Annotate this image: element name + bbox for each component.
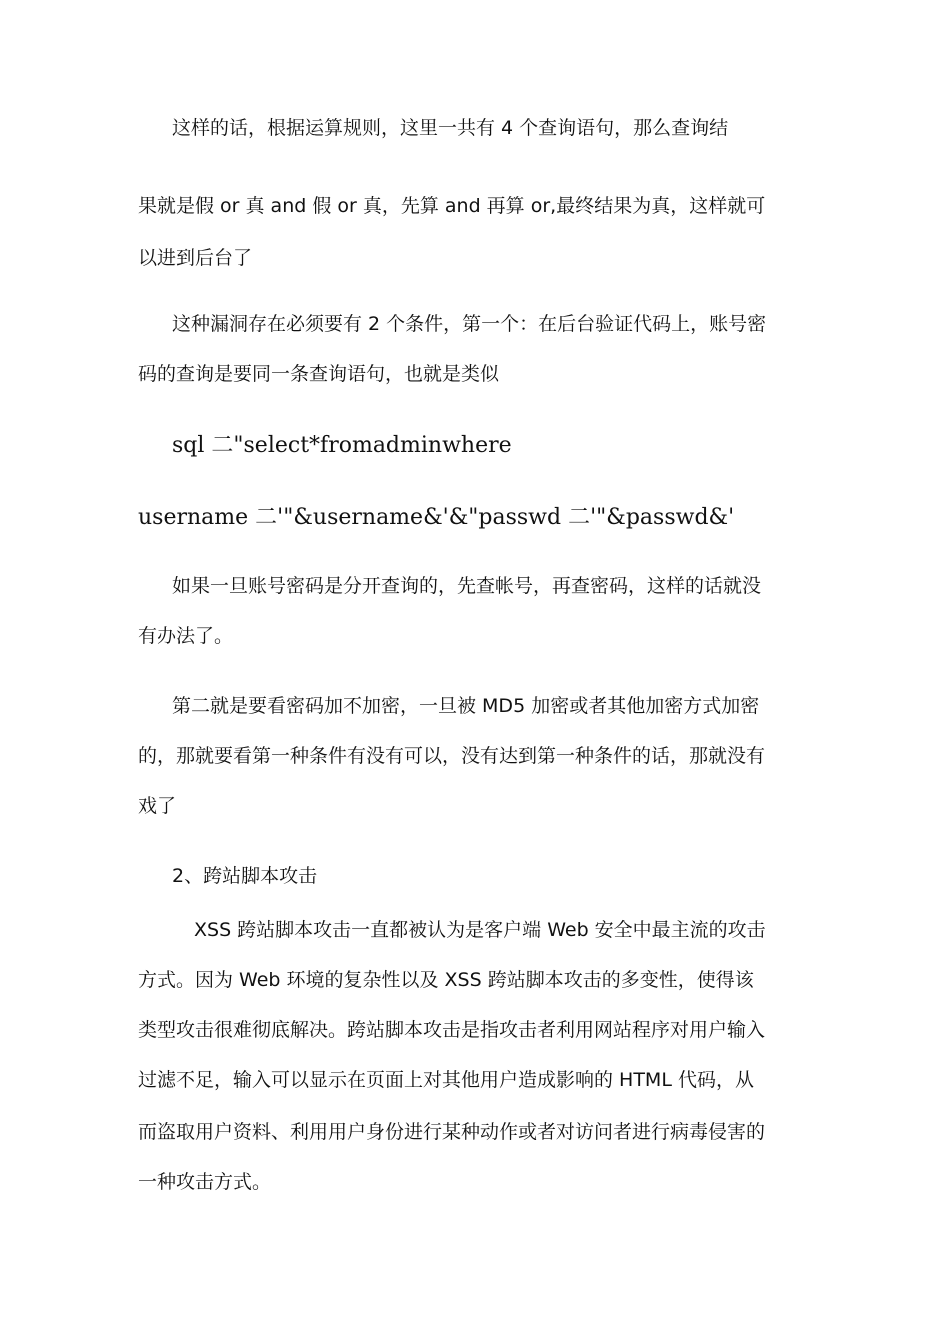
text-line: 这样的话，根据运算规则，这里一共有 4 个查询语句，那么查询结	[172, 117, 729, 139]
text-line: 这种漏洞存在必须要有 2 个条件，第一个：在后台验证代码上，账号密	[172, 313, 767, 335]
section-heading: 2、跨站脚本攻击	[172, 865, 318, 887]
text-line: 类型攻击很难彻底解决。跨站脚本攻击是指攻击者利用网站程序对用户输入	[138, 1019, 766, 1041]
text-line: 果就是假 or 真 and 假 or 真，先算 and 再算 or,最终结果为真，这样就可	[138, 195, 766, 217]
text-line: 第二就是要看密码加不加密，一旦被 MD5 加密或者其他加密方式加密	[172, 695, 760, 717]
text-line: 而盗取用户资料、利用用户身份进行某种动作或者对访问者进行病毒侵害的	[138, 1121, 766, 1143]
text-line: 码的查询是要同一条查询语句，也就是类似	[138, 363, 500, 385]
text-line: XSS 跨站脚本攻击一直都被认为是客户端 Web 安全中最主流的攻击	[194, 919, 766, 941]
text-line: 戏了	[138, 795, 177, 817]
text-line: 的，那就要看第一种条件有没有可以，没有达到第一种条件的话，那就没有	[138, 745, 766, 767]
code-line: username 二'"&username&'&"passwd 二'"&passwd&'	[138, 505, 735, 530]
text-line: 有办法了。	[138, 625, 234, 647]
text-line: 以进到后台了	[138, 247, 253, 269]
text-line: 方式。因为 Web 环境的复杂性以及 XSS 跨站脚本攻击的多变性，使得该	[138, 969, 754, 991]
text-line: 如果一旦账号密码是分开查询的，先查帐号，再查密码，这样的话就没	[172, 575, 762, 597]
text-line: 一种攻击方式。	[138, 1171, 272, 1193]
text-line: 过滤不足，输入可以显示在页面上对其他用户造成影响的 HTML 代码，从	[138, 1069, 754, 1091]
code-line: sql 二"select*fromadminwhere	[172, 433, 512, 458]
